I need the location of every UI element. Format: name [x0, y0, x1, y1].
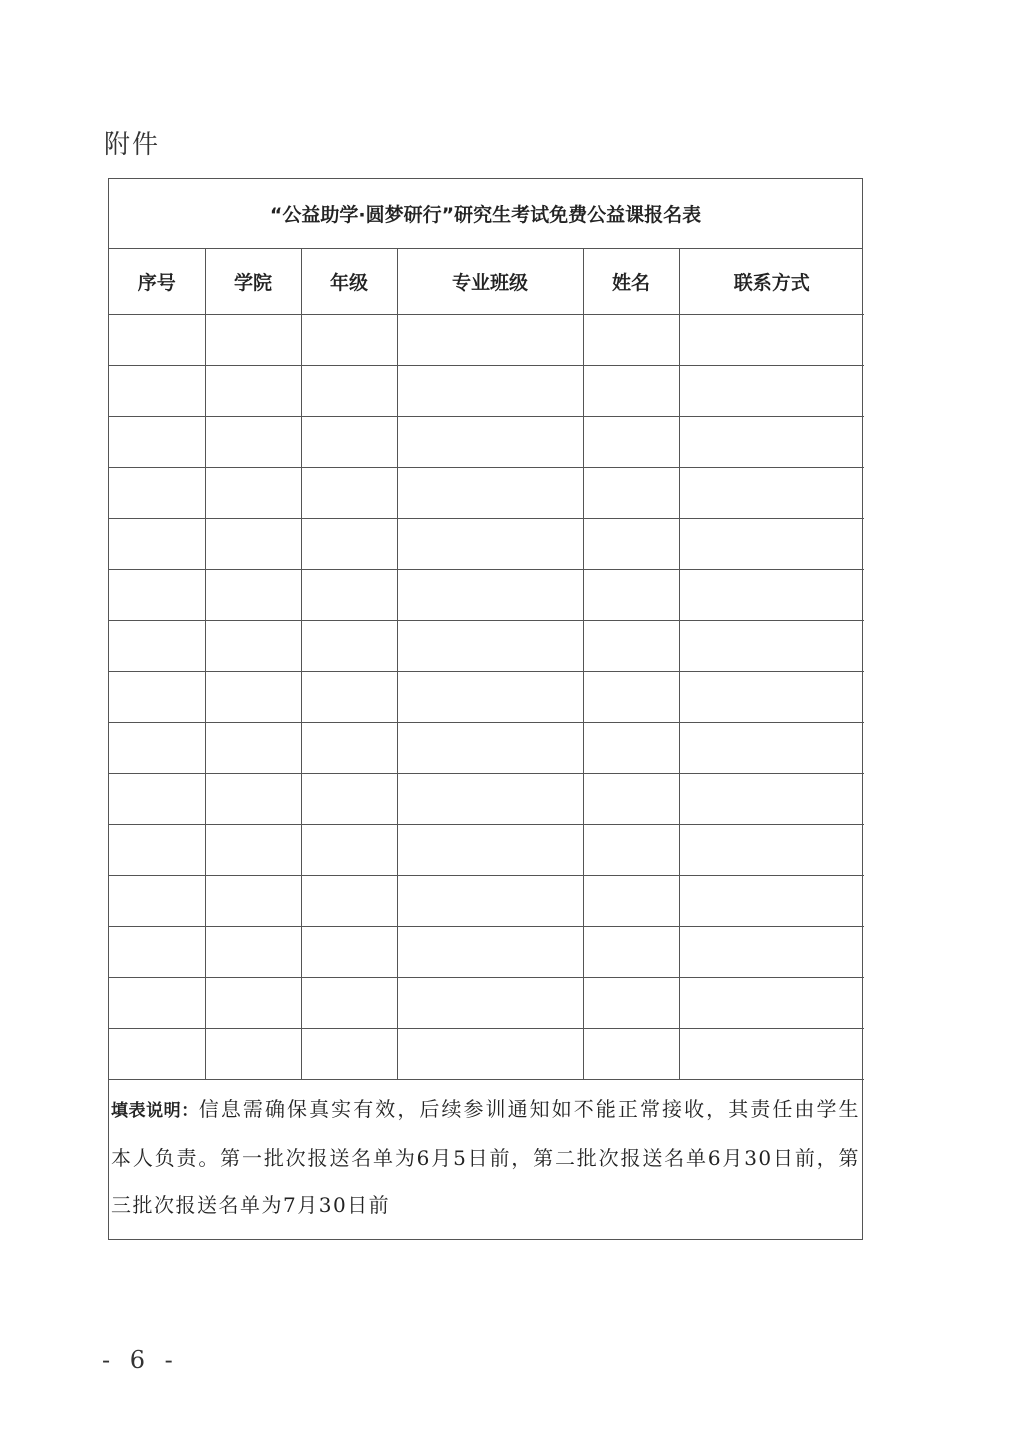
- table-row: [109, 519, 864, 570]
- fill-instructions-label: 填表说明：: [111, 1101, 199, 1121]
- table-cell[interactable]: [205, 417, 301, 468]
- table-row: [109, 825, 864, 876]
- table-cell[interactable]: [109, 468, 205, 519]
- table-cell[interactable]: [109, 876, 205, 927]
- table-cell[interactable]: [679, 774, 864, 825]
- table-cell[interactable]: [205, 723, 301, 774]
- table-cell[interactable]: [679, 417, 864, 468]
- table-cell[interactable]: [397, 570, 583, 621]
- table-cell[interactable]: [679, 468, 864, 519]
- table-cell[interactable]: [301, 927, 397, 978]
- table-header-row: [109, 249, 864, 315]
- table-cell[interactable]: [109, 519, 205, 570]
- table-cell[interactable]: [397, 978, 583, 1029]
- table-cell[interactable]: [301, 672, 397, 723]
- table-cell[interactable]: [301, 417, 397, 468]
- table-cell[interactable]: [109, 570, 205, 621]
- table-cell[interactable]: [583, 417, 679, 468]
- table-cell[interactable]: [583, 621, 679, 672]
- header-college: 学院: [205, 249, 301, 315]
- table-row: [109, 978, 864, 1029]
- table-cell[interactable]: [301, 774, 397, 825]
- table-cell[interactable]: [583, 519, 679, 570]
- table-cell[interactable]: [301, 315, 397, 366]
- table-cell[interactable]: [205, 825, 301, 876]
- table-cell[interactable]: [205, 570, 301, 621]
- table-row: [109, 774, 864, 825]
- table-cell[interactable]: [679, 825, 864, 876]
- table-cell[interactable]: [205, 519, 301, 570]
- registration-table: [109, 249, 864, 1080]
- table-cell[interactable]: [397, 1029, 583, 1080]
- table-cell[interactable]: [205, 1029, 301, 1080]
- table-cell[interactable]: [301, 468, 397, 519]
- table-cell[interactable]: [583, 876, 679, 927]
- table-row: [109, 621, 864, 672]
- table-cell[interactable]: [205, 315, 301, 366]
- table-row: [109, 876, 864, 927]
- header-contact: 联系方式: [679, 249, 864, 315]
- table-cell[interactable]: [109, 315, 205, 366]
- table-cell[interactable]: [109, 672, 205, 723]
- table-cell[interactable]: [679, 1029, 864, 1080]
- table-cell[interactable]: [301, 366, 397, 417]
- table-cell[interactable]: [679, 876, 864, 927]
- table-cell[interactable]: [397, 927, 583, 978]
- table-cell[interactable]: [679, 315, 864, 366]
- header-name: 姓名: [583, 249, 679, 315]
- table-cell[interactable]: [397, 876, 583, 927]
- attachment-label: 附件: [104, 130, 161, 160]
- table-row: [109, 672, 864, 723]
- table-cell[interactable]: [397, 723, 583, 774]
- table-cell[interactable]: [397, 672, 583, 723]
- table-cell[interactable]: [583, 570, 679, 621]
- table-cell[interactable]: [397, 825, 583, 876]
- registration-form: [108, 178, 863, 1240]
- table-row: [109, 927, 864, 978]
- table-cell[interactable]: [397, 366, 583, 417]
- fill-instructions: [109, 1080, 862, 1239]
- table-cell[interactable]: [301, 1029, 397, 1080]
- table-cell[interactable]: [205, 468, 301, 519]
- form-title: “公益助学·圆梦研行”研究生考试免费公益课报名表: [109, 179, 862, 249]
- header-major-class: 专业班级: [397, 249, 583, 315]
- table-cell[interactable]: [109, 927, 205, 978]
- table-cell[interactable]: [679, 570, 864, 621]
- table-row: [109, 570, 864, 621]
- table-cell[interactable]: [679, 519, 864, 570]
- table-cell[interactable]: [397, 417, 583, 468]
- fill-instructions-text: 信息需确保真实有效，后续参训通知如不能正常接收，其责任由学生本人负责。第一批次报送名单为6月5日前，第二批次报送名单6月30日前，第三批次报送名单为7月30日前: [111, 1097, 861, 1217]
- table-row: [109, 417, 864, 468]
- table-cell[interactable]: [301, 519, 397, 570]
- table-cell[interactable]: [205, 621, 301, 672]
- table-cell[interactable]: [109, 1029, 205, 1080]
- table-cell[interactable]: [583, 1029, 679, 1080]
- table-cell[interactable]: [397, 621, 583, 672]
- table-row: [109, 315, 864, 366]
- table-cell[interactable]: [205, 672, 301, 723]
- table-cell[interactable]: [109, 723, 205, 774]
- table-cell[interactable]: [301, 978, 397, 1029]
- table-cell[interactable]: [679, 672, 864, 723]
- table-cell[interactable]: [679, 723, 864, 774]
- table-cell[interactable]: [583, 774, 679, 825]
- table-cell[interactable]: [205, 927, 301, 978]
- table-cell[interactable]: [679, 927, 864, 978]
- table-cell[interactable]: [301, 876, 397, 927]
- table-cell[interactable]: [301, 570, 397, 621]
- table-cell[interactable]: [205, 978, 301, 1029]
- table-cell[interactable]: [583, 672, 679, 723]
- table-row: [109, 1029, 864, 1080]
- table-cell[interactable]: [583, 468, 679, 519]
- header-serial-number: 序号: [109, 249, 205, 315]
- header-grade: 年级: [301, 249, 397, 315]
- table-body: [109, 315, 864, 1080]
- table-cell[interactable]: [301, 621, 397, 672]
- table-cell[interactable]: [301, 723, 397, 774]
- table-cell[interactable]: [679, 366, 864, 417]
- table-cell[interactable]: [583, 927, 679, 978]
- table-cell[interactable]: [205, 876, 301, 927]
- table-row: [109, 723, 864, 774]
- table-cell[interactable]: [679, 978, 864, 1029]
- table-row: [109, 468, 864, 519]
- table-cell[interactable]: [109, 774, 205, 825]
- table-cell[interactable]: [109, 825, 205, 876]
- table-row: [109, 366, 864, 417]
- table-cell[interactable]: [205, 774, 301, 825]
- table-cell[interactable]: [397, 774, 583, 825]
- table-cell[interactable]: [583, 315, 679, 366]
- table-cell[interactable]: [583, 723, 679, 774]
- table-cell[interactable]: [109, 366, 205, 417]
- table-cell[interactable]: [397, 519, 583, 570]
- table-cell[interactable]: [301, 825, 397, 876]
- table-cell[interactable]: [109, 417, 205, 468]
- table-cell[interactable]: [205, 366, 301, 417]
- table-cell[interactable]: [397, 468, 583, 519]
- table-cell[interactable]: [109, 621, 205, 672]
- table-cell[interactable]: [679, 621, 864, 672]
- table-cell[interactable]: [583, 366, 679, 417]
- table-cell[interactable]: [397, 315, 583, 366]
- table-cell[interactable]: [583, 825, 679, 876]
- table-cell[interactable]: [583, 978, 679, 1029]
- table-cell[interactable]: [109, 978, 205, 1029]
- page-number: - 6 -: [102, 1346, 179, 1374]
